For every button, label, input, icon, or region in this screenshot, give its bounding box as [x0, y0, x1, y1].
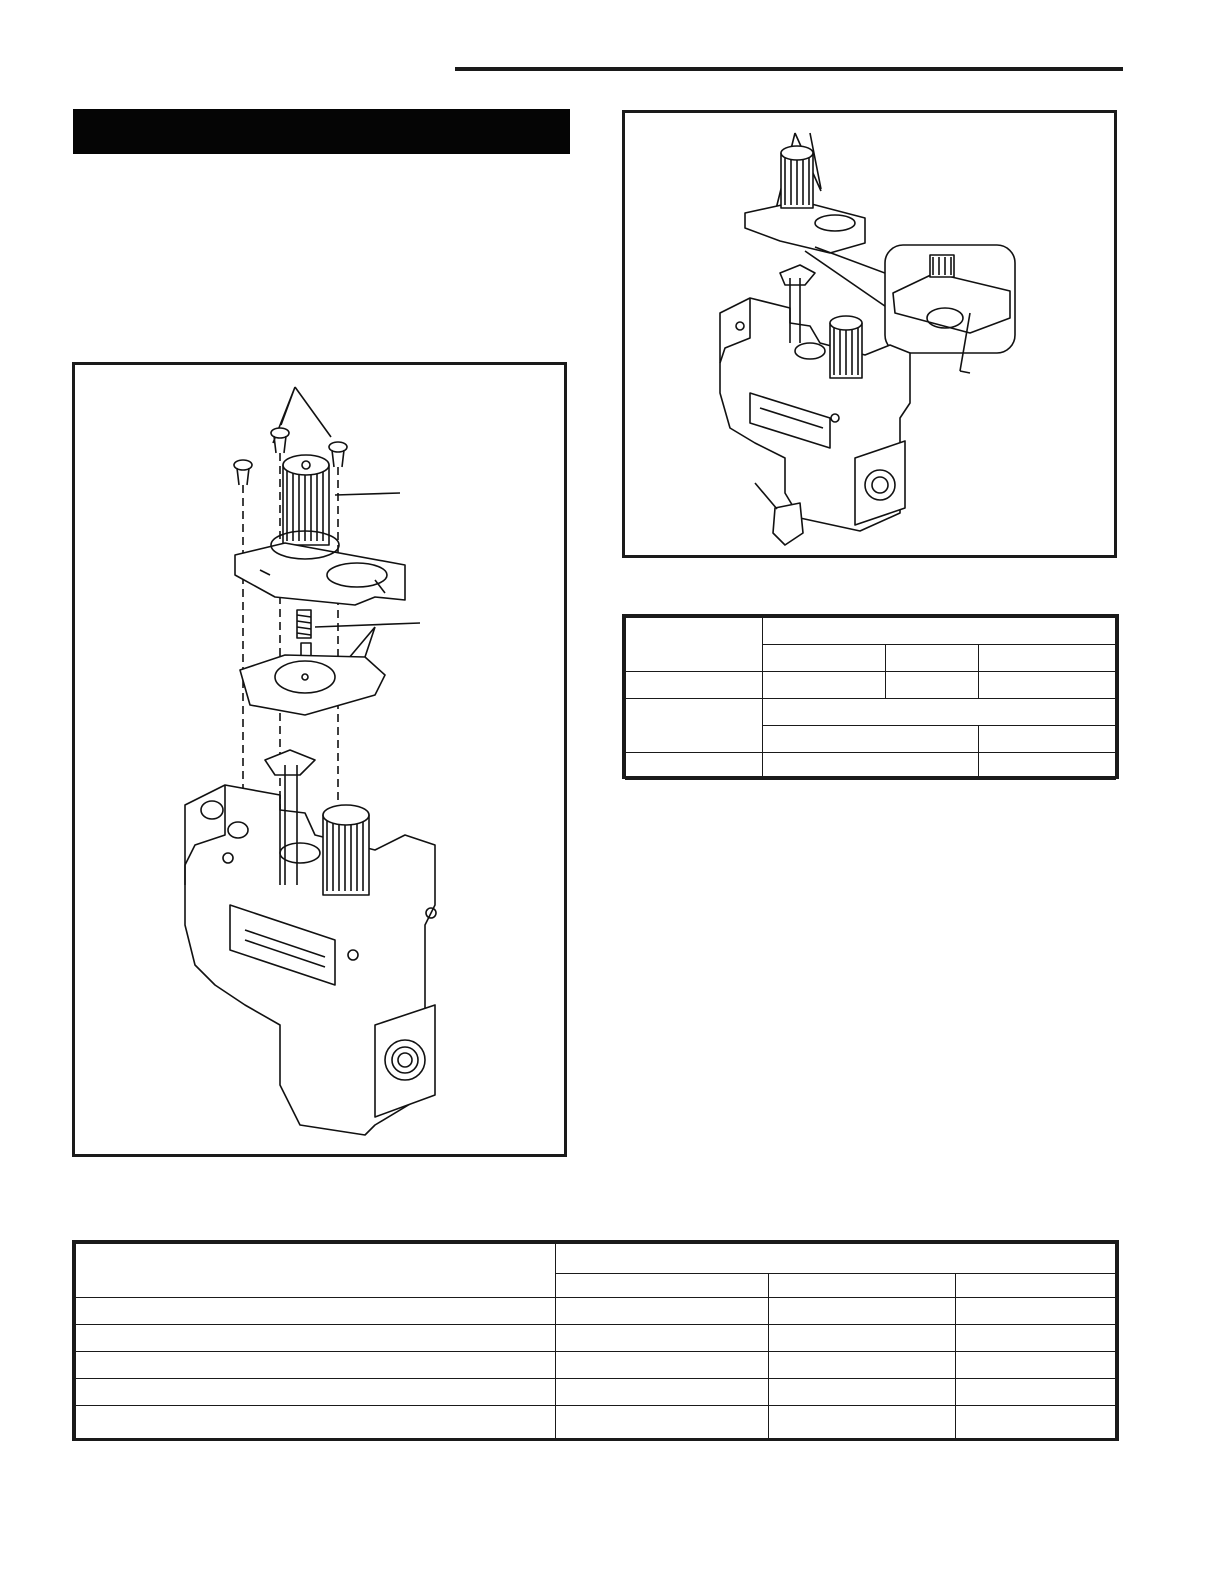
table-cell: [768, 1352, 955, 1379]
table-cell: [763, 672, 886, 699]
table-cell: [955, 1379, 1115, 1406]
table-cell: [885, 672, 978, 699]
table-row: [626, 672, 1116, 699]
table-cell: [76, 1406, 556, 1439]
gas-valve-body: [185, 750, 436, 1135]
screw-icon: [329, 442, 347, 467]
table-cell: [763, 645, 886, 672]
exploded-valve-drawing: [75, 365, 564, 1154]
table-cell: [955, 1274, 1115, 1298]
figure-valve-detail: [622, 110, 1117, 558]
table-cell: [763, 726, 979, 753]
table-cell: [76, 1298, 556, 1325]
table-row: [626, 699, 1116, 726]
table-cell: [76, 1244, 556, 1298]
table-cell: [955, 1406, 1115, 1439]
table-row: [76, 1298, 1116, 1325]
header-rule: [455, 67, 1123, 71]
table-row: [76, 1244, 1116, 1274]
table-cell: [955, 1298, 1115, 1325]
table-cell: [768, 1379, 955, 1406]
table-cell: [76, 1379, 556, 1406]
table-cell: [556, 1244, 1116, 1274]
table-cell: [978, 726, 1115, 753]
spring-icon: [297, 610, 311, 638]
table-cell: [955, 1352, 1115, 1379]
table-cell: [768, 1325, 955, 1352]
table-cell: [556, 1274, 768, 1298]
input-rating-table: [72, 1240, 1119, 1441]
regulator-bracket: [745, 146, 865, 253]
table-cell: [556, 1379, 768, 1406]
table-cell: [76, 1352, 556, 1379]
table-cell: [626, 753, 763, 780]
table-cell: [768, 1406, 955, 1439]
table-cell: [556, 1352, 768, 1379]
table-cell: [763, 618, 1116, 645]
figure-exploded-valve: [72, 362, 567, 1157]
table-row: [76, 1325, 1116, 1352]
table-row: [76, 1379, 1116, 1406]
table-row: [626, 618, 1116, 645]
inset-leader: [960, 371, 970, 373]
table-cell: [626, 672, 763, 699]
tag-leader: [755, 483, 777, 509]
table-cell: [626, 618, 763, 672]
table-row: [76, 1406, 1116, 1439]
table-cell: [76, 1325, 556, 1352]
table-cell: [978, 672, 1115, 699]
table-cell: [885, 645, 978, 672]
table-cell: [955, 1325, 1115, 1352]
table-cell: [768, 1298, 955, 1325]
knob-leader-line: [335, 493, 400, 495]
table-cell: [556, 1298, 768, 1325]
pressure-table: [622, 614, 1119, 779]
table-cell: [763, 753, 979, 780]
diaphragm-plate: [240, 655, 385, 715]
table-cell: [556, 1406, 768, 1439]
valve-detail-drawing: [625, 113, 1114, 555]
gas-valve-body: [720, 265, 910, 531]
label-tag: [773, 503, 803, 545]
table-cell: [978, 753, 1115, 780]
table-cell: [626, 699, 763, 753]
regulator-bracket: [235, 543, 405, 605]
table-cell: [763, 699, 1116, 726]
section-title-bar: [73, 109, 570, 154]
table-row: [76, 1352, 1116, 1379]
table-cell: [978, 645, 1115, 672]
screw-icon: [234, 460, 252, 485]
table-cell: [768, 1274, 955, 1298]
table-cell: [556, 1325, 768, 1352]
table-row: [626, 753, 1116, 780]
